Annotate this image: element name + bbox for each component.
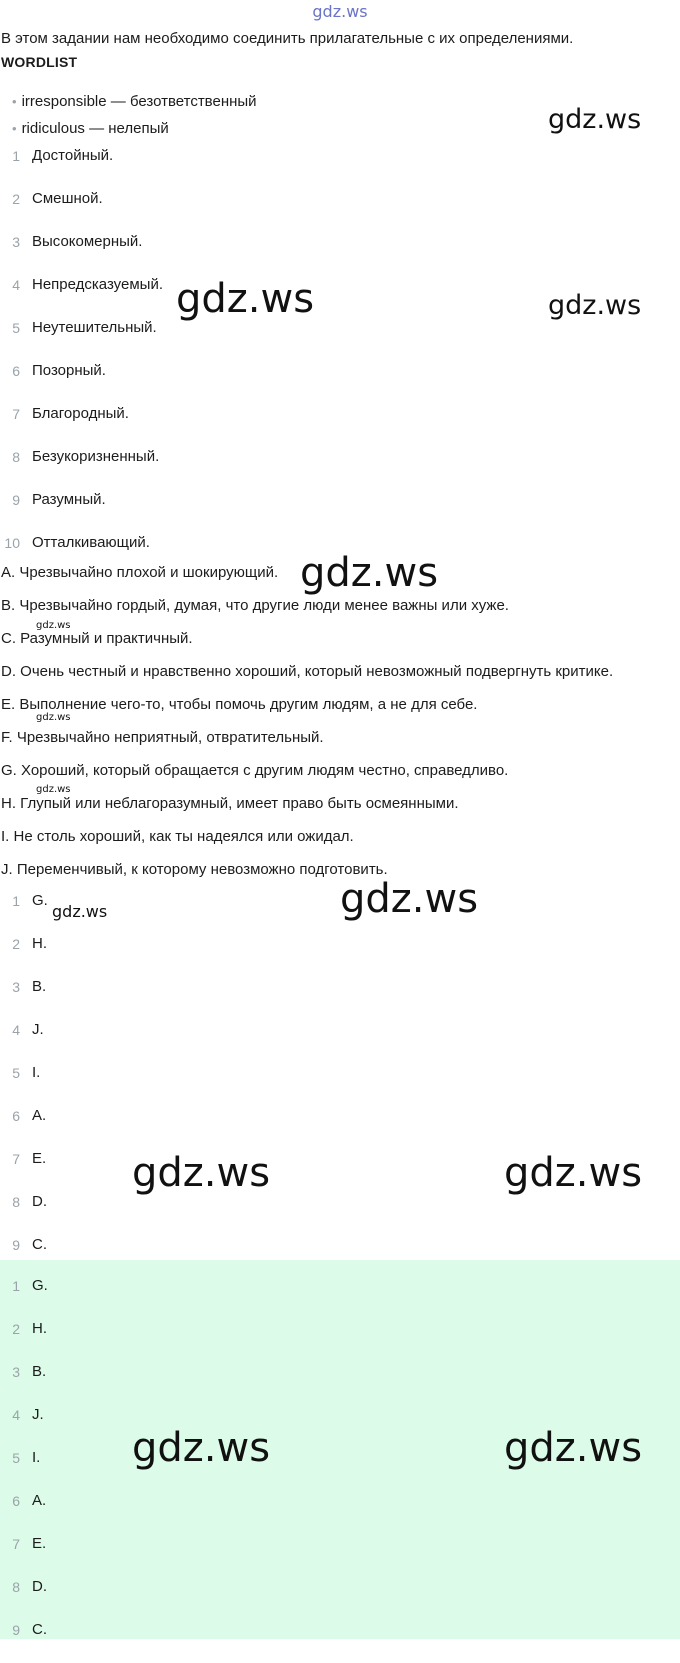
item-text: Отталкивающий. (32, 534, 150, 551)
definition-item: E. Выполнение чего-то, чтобы помочь другим людям, а не для себе. (1, 696, 478, 713)
item-number: 7 (12, 406, 20, 422)
definition-item: H. Глупый или неблагоразумный, имеет право быть осмеянными. (1, 795, 459, 812)
item-number: 2 (12, 1321, 20, 1337)
answer-item (0, 1276, 680, 1319)
item-number: 4 (12, 277, 20, 293)
item-number: 3 (12, 234, 20, 250)
answer-letter: J. (32, 1021, 44, 1038)
watermark: gdz.ws (36, 784, 71, 795)
watermark: gdz.ws (340, 876, 479, 922)
watermark: gdz.ws (300, 550, 439, 596)
watermark: gdz.ws (548, 290, 642, 321)
answer-letter: A. (32, 1107, 47, 1124)
item-number: 5 (12, 1065, 20, 1081)
item-number: 9 (12, 1237, 20, 1253)
answer-item (0, 1106, 680, 1149)
answer-letter: I. (32, 1064, 41, 1081)
answer-letter: E. (32, 1150, 47, 1167)
item-number: 6 (12, 1493, 20, 1509)
answer-item (0, 1362, 680, 1405)
answer-letter: G. (32, 892, 48, 909)
wordlist-item (12, 92, 257, 119)
bullet-icon: • (12, 94, 17, 109)
item-text: Высокомерный. (32, 233, 143, 250)
item-number: 1 (12, 893, 20, 909)
answer-item (0, 1319, 680, 1362)
item-text: Разумный. (32, 491, 106, 508)
item-text: Непредсказуемый. (32, 276, 163, 293)
wordlist-item-text: ridiculous — нелепый (21, 120, 169, 137)
watermark: gdz.ws (548, 104, 642, 135)
wordlist (12, 92, 257, 146)
answer-letter: H. (32, 935, 47, 952)
definition-item: I. Не столь хороший, как ты надеялся или ожидал. (1, 828, 354, 845)
list-item (0, 361, 680, 404)
item-number: 8 (12, 449, 20, 465)
list-item (0, 189, 680, 232)
item-number: 2 (12, 936, 20, 952)
watermark: gdz.ws (176, 276, 315, 322)
watermark: gdz.ws (504, 1425, 643, 1471)
definition-item: C. Разумный и практичный. (1, 630, 193, 647)
item-number: 4 (12, 1022, 20, 1038)
answer-item (0, 1620, 680, 1663)
item-number: 4 (12, 1407, 20, 1423)
definition-item: G. Хороший, который обращается с другим людям честно, справедливо. (1, 762, 509, 779)
list-item (0, 447, 680, 490)
watermark: gdz.ws (504, 1150, 643, 1196)
answer-letter: B. (32, 1363, 47, 1380)
list-item (0, 318, 680, 361)
watermark: gdz.ws (52, 902, 108, 921)
definition-item: J. Переменчивый, к которому невозможно подготовить. (1, 861, 388, 878)
answer-letter: G. (32, 1277, 48, 1294)
list-item (0, 232, 680, 275)
item-text: Смешной. (32, 190, 103, 207)
item-number: 7 (12, 1536, 20, 1552)
answer-item (0, 934, 680, 977)
answer-item (0, 1020, 680, 1063)
item-number: 2 (12, 191, 20, 207)
answer-item (0, 1063, 680, 1106)
item-text: Безукоризненный. (32, 448, 160, 465)
item-number: 3 (12, 979, 20, 995)
item-number: 8 (12, 1194, 20, 1210)
answer-letter: E. (32, 1535, 47, 1552)
item-number: 5 (12, 320, 20, 336)
item-text: Достойный. (32, 147, 114, 164)
answer-letter: D. (32, 1578, 47, 1595)
bullet-icon: • (12, 121, 17, 136)
watermark: gdz.ws (132, 1150, 271, 1196)
wordlist-item (12, 119, 257, 146)
definition-item: D. Очень честный и нравственно хороший, который невозможный подвергнуть критике. (1, 663, 614, 680)
item-number: 9 (12, 1622, 20, 1638)
item-number: 6 (12, 1108, 20, 1124)
item-number: 7 (12, 1151, 20, 1167)
definition-item: F. Чрезвычайно неприятный, отвратительный. (1, 729, 324, 746)
item-text: Благородный. (32, 405, 129, 422)
list-item (0, 490, 680, 533)
task-intro: В этом задании нам необходимо соединить прилагательные с их определениями. (1, 30, 574, 47)
item-number: 9 (12, 492, 20, 508)
answer-item (0, 1534, 680, 1577)
wordlist-title: WORDLIST (1, 54, 78, 70)
item-text: Неутешительный. (32, 319, 157, 336)
answer-letter: A. (32, 1492, 47, 1509)
wordlist-item-text: irresponsible — безответственный (21, 93, 257, 110)
definition-list (1, 563, 613, 893)
answer-letter: J. (32, 1406, 44, 1423)
answer-item (0, 1491, 680, 1534)
answer-list (0, 891, 680, 1278)
item-number: 8 (12, 1579, 20, 1595)
answer-letter: B. (32, 978, 47, 995)
watermark: gdz.ws (36, 712, 71, 723)
adjective-list (0, 146, 680, 576)
item-number: 1 (12, 1278, 20, 1294)
item-number: 5 (12, 1450, 20, 1466)
definition-item: B. Чрезвычайно гордый, думая, что другие люди менее важны или хуже. (1, 597, 509, 614)
answer-item (0, 1577, 680, 1620)
watermark: gdz.ws (36, 620, 71, 631)
site-logo[interactable]: gdz.ws (312, 2, 368, 21)
answer-letter: I. (32, 1449, 41, 1466)
answer-letter: C. (32, 1236, 47, 1253)
answer-letter: C. (32, 1621, 47, 1638)
watermark: gdz.ws (132, 1425, 271, 1471)
item-number: 6 (12, 363, 20, 379)
item-number: 3 (12, 1364, 20, 1380)
answer-item (0, 977, 680, 1020)
answer-letter: D. (32, 1193, 47, 1210)
item-number: 1 (12, 148, 20, 164)
item-text: Позорный. (32, 362, 106, 379)
list-item (0, 404, 680, 447)
definition-item: A. Чрезвычайно плохой и шокирующий. (1, 564, 279, 581)
list-item (0, 146, 680, 189)
answer-item (0, 1192, 680, 1235)
answer-letter: H. (32, 1320, 47, 1337)
item-number: 10 (4, 535, 20, 551)
